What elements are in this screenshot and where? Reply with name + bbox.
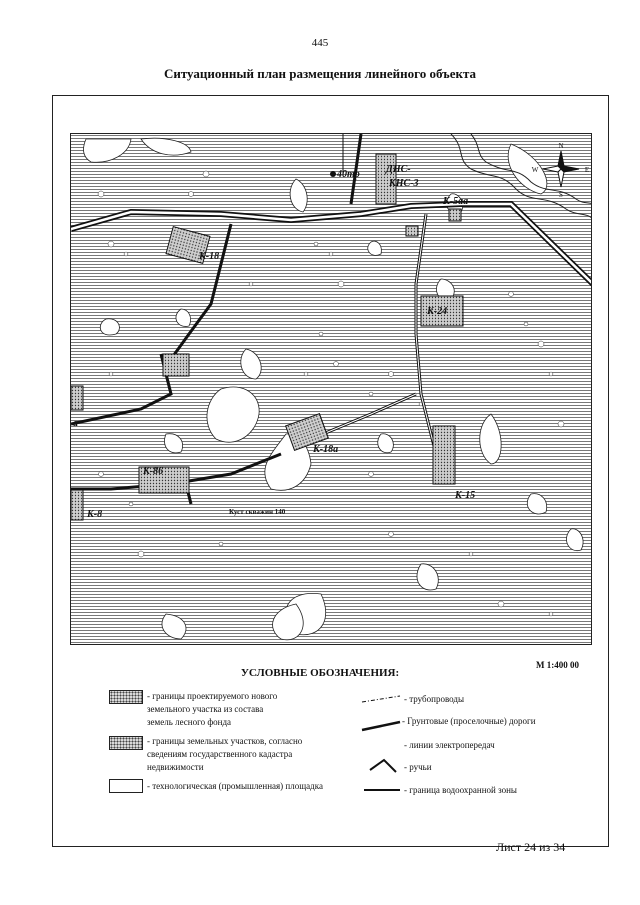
legend-swatch-new-plot (109, 690, 143, 704)
stream-symbol (370, 760, 396, 772)
pipeline-symbol (362, 696, 400, 702)
label-dns: ДНС- (386, 164, 411, 175)
compass-n: N (558, 142, 564, 150)
page-title: Ситуационный план размещения линейного объекта (163, 66, 477, 81)
legend-swatch-cadastre (109, 736, 143, 750)
label-k5aa: К-5аа (443, 196, 469, 207)
label-k24: К-24 (427, 306, 448, 317)
map-canvas (71, 134, 592, 645)
label-kns: КНС-3 (389, 178, 419, 189)
pad-left (71, 386, 83, 410)
label-40tp: 40тр (337, 169, 360, 180)
label-k18: К-18 (199, 251, 220, 262)
compass-w: W (531, 166, 539, 174)
legend-streams: - ручьи (404, 762, 432, 772)
legend-swatch-industrial (109, 779, 143, 793)
legend-pipelines: - трубопроводы (404, 694, 465, 704)
legend-cadastre: - границы земельных участков, согласно сведениям государственного кадастра недвижимости (147, 736, 303, 772)
legend-new-plot: - границы проектируемого нового земельного участка из состава земель лесного фонда (147, 691, 278, 727)
page-number: 445 (311, 37, 329, 49)
pad-k8 (71, 490, 83, 520)
legend-industrial: - технологическая (промышленная) площадка (147, 781, 323, 791)
legend-water-zone: - граница водоохранной зоны (404, 785, 517, 795)
map-scale: М 1:400 00 (536, 660, 579, 670)
legend-symbols (360, 690, 402, 800)
label-left-edge: а (73, 418, 78, 429)
label-k18a: К-18а (313, 444, 339, 455)
label-k8: К-8 (87, 509, 103, 520)
compass-s: S (559, 191, 563, 199)
pad-mid (163, 354, 189, 376)
label-k86: К-86 (143, 466, 164, 477)
legend-roads: - Грунтовые (проселочные) дороги (402, 716, 536, 726)
label-k15: К-15 (455, 490, 476, 501)
road-symbol (362, 722, 400, 730)
sheet-number: Лист 24 из 34 (496, 840, 566, 854)
compass-e: E (584, 166, 590, 174)
situational-map[interactable] (70, 133, 592, 645)
pad-k15 (433, 426, 455, 484)
label-well-cluster: Куст скважин 140 (229, 508, 286, 516)
legend-title: УСЛОВНЫЕ ОБОЗНАЧЕНИЯ: (240, 667, 400, 679)
legend-power: - линии электропередач (404, 740, 495, 750)
